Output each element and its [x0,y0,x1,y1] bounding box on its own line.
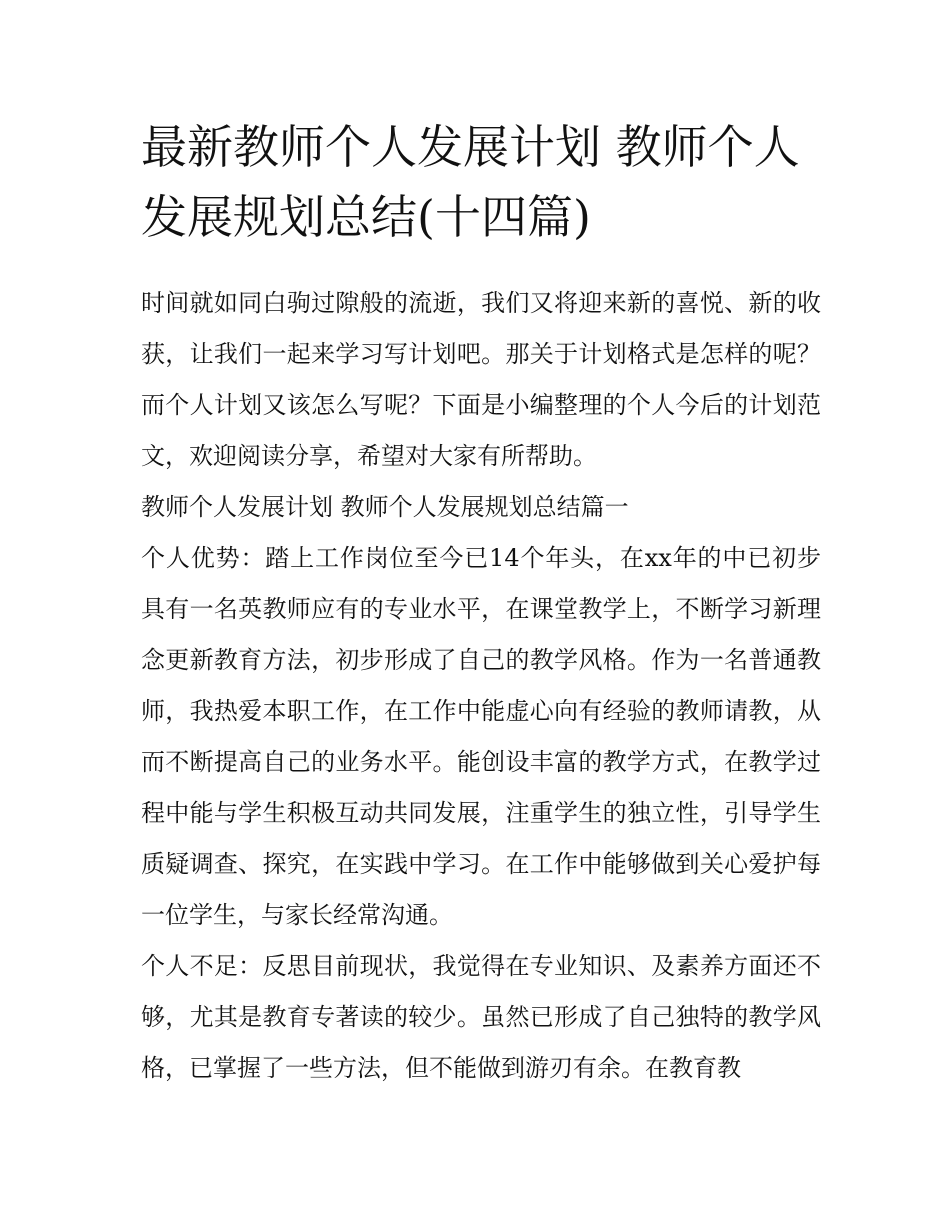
document-title: 最新教师个人发展计划 教师个人发展规划总结(十四篇) [141,120,800,244]
document-body [141,278,821,1094]
strengths-paragraph: 个人优势：踏上工作岗位至今已14个年头，在xx年的中已初步具有一名英教师应有的专业水平，在课堂教学上，不断学习新理念更新教育方法，初步形成了自己的教学风格。作为一名普通教师，我热爱本职工作，在工作中能虚心向有经验的教师请教，从而不断提高自己的业务水平。能创设丰富的教学方式，在教学过程中能与学生积极互动共同发展，注重学生的独立性，引导学生质疑调查、探究，在实践中学习。在工作中能够做到关心爱护每一位学生，与家长经常沟通。 [141,544,821,929]
intro-paragraph: 时间就如同白驹过隙般的流逝，我们又将迎来新的喜悦、新的收获，让我们一起来学习写计划吧。那关于计划格式是怎样的呢？而个人计划又该怎么写呢？下面是小编整理的个人今后的计划范文，欢迎阅读分享，希望对大家有所帮助。 [141,289,821,470]
section-heading: 教师个人发展计划 教师个人发展规划总结篇一 [141,493,629,521]
weaknesses-paragraph: 个人不足：反思目前现状，我觉得在专业知识、及素养方面还不够，尤其是教育专著读的较少。虽然已形成了自己独特的教学风格，已掌握了一些方法，但不能做到游刃有余。在教育教 [141,952,821,1082]
